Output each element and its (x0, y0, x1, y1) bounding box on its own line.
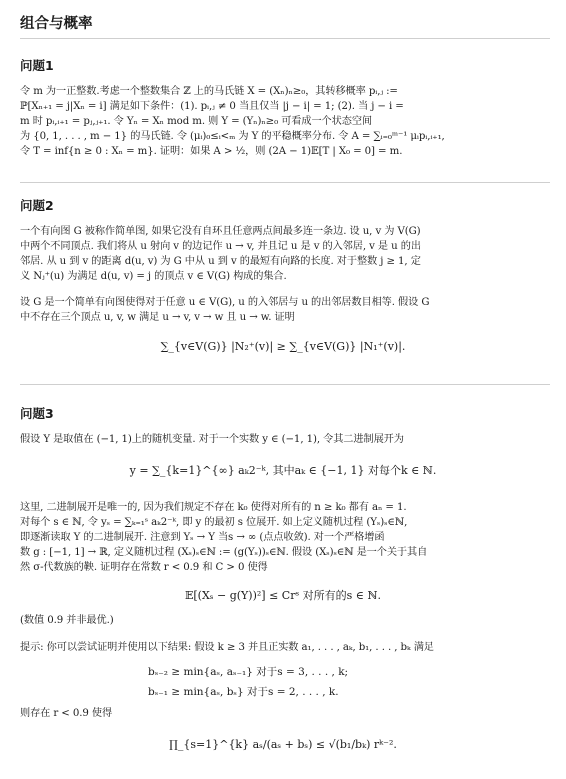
problem3-then (20, 706, 550, 721)
problem3-line-5: 数 g : [−1, 1] → ℝ, 定义随机过程 (Xₛ)ₛ∈ℕ := (g(Yₛ))ₛ∈ℕ. 假设 (Xₛ)ₛ∈ℕ 是一个关于其自 (20, 547, 428, 559)
problem3-line-1: 假设 Y 是取值在 (−1, 1)上的随机变量. 对于一个实数 y ∈ (−1, 1), 令其二进制展开为 (20, 434, 404, 445)
problem1-line-4: 为 {0, 1, . . . , m − 1} 的马氏链. 令 (μᵢ)₀≤ᵢ<ₘ 为 Y 的平稳概率分布. 令 A = ∑ᵢ₌₀ᵐ⁻¹ μᵢpᵢ,ᵢ₊₁, (20, 131, 445, 143)
problem2-line-5: 设 G 是一个简单有向图使得对于任意 u ∈ V(G), u 的入邻居与 u 的出邻居数目相等. 假设 G (20, 297, 430, 308)
problem1-line-3: m 时 pᵢ,ᵢ₊₁ = pⱼ,ⱼ₊₁. 令 Yₙ = Xₙ mod m. 则 Y = (Yₙ)ₙ≥₀ 可看成一个状态空间 (20, 116, 372, 128)
problem3-hint-text: 提示: 你可以尝试证明并使用以下结果: 假设 k ≥ 3 并且正实数 a₁, . . . , aₖ, b₁, . . . , bₖ 满足 (20, 642, 434, 653)
problem2-line-1: 一个有向图 G 被称作简单图, 如果它没有自环且任意两点间最多连一条边. 设 u, v 为 V(G) (20, 226, 421, 237)
problem3-hint (20, 640, 550, 655)
problem3-body-a (20, 432, 550, 447)
problem1-heading: 问题1 (20, 58, 54, 73)
problem3-equation-1: y = ∑_{k=1}^{∞} aₖ2⁻ᵏ, 其中aₖ ∈ {−1, 1} 对每个k ∈ ℕ. (129, 464, 437, 477)
problem2-equation: ∑_{v∈V(G)} |N₂⁺(v)| ≥ ∑_{v∈V(G)} |N₁⁺(v)|. (160, 340, 406, 353)
problem3-equation-3: ∏_{s=1}^{k} aₛ/(aₛ + bₛ) ≤ √(b₁/bₖ) rᵏ⁻². (169, 738, 397, 751)
problem1-line-1: 令 m 为一正整数.考虑一个整数集合 ℤ 上的马氏链 X = (Xₙ)ₙ≥₀，其转移概率 pᵢ,ⱼ := (20, 86, 398, 97)
problem2-line-2: 中两个不同顶点. 我们将从 u 射向 v 的边记作 u → v, 并且记 u 是 v 的入邻居, v 是 u 的出 (20, 241, 421, 253)
problem1-divider (20, 182, 550, 183)
problem3-line-6: 然 σ-代数族的鞅. 证明存在常数 r < 0.9 和 C > 0 使得 (20, 562, 268, 574)
problem2-body-a (20, 224, 550, 284)
problem3-condition-2: bₛ₋₁ ≥ min{aₛ, bₛ} 对于s = 2, . . . , k. (148, 686, 339, 698)
problem2-line-4: 义 Nⱼ⁺(u) 为满足 d(u, v) = j 的顶点 v ∈ V(G) 构成的集合. (20, 271, 287, 283)
problem3-note (20, 613, 550, 628)
problem3-then-text: 则存在 r < 0.9 使得 (20, 708, 113, 719)
problem3-line-4: 即逐渐读取 Y 的二进制展开. 注意到 Yₛ → Y 当s → ∞ (点点收敛). 对一个严格增函 (20, 532, 385, 544)
problem3-line-3: 对每个 s ∈ ℕ, 令 yₛ = ∑ₖ₌₁ˢ aₖ2⁻ᵏ, 即 y 的最初 s 位展开. 如上定义随机过程 (Yₛ)ₛ∈ℕ, (20, 517, 408, 529)
page-title: 组合与概率 (20, 16, 93, 32)
problem3-note-text: (数值 0.9 并非最优.) (20, 615, 114, 626)
problem2-line-3: 邻居. 从 u 到 v 的距离 d(u, v) 为 G 中从 u 到 v 的最短有向路的长度. 对于整数 j ≥ 1, 定 (20, 256, 421, 268)
problem2-line-6: 中不存在三个顶点 u, v, w 满足 u → v, v → w 且 u → w. 证明 (20, 312, 295, 324)
problem1-body (20, 84, 550, 159)
title-divider (20, 38, 550, 39)
problem2-divider (20, 384, 550, 385)
problem3-line-2: 这里, 二进制展开是唯一的, 因为我们规定不存在 k₀ 使得对所有的 n ≥ k₀ 都有 aₙ = 1. (20, 502, 407, 513)
problem3-equation-2: 𝔼[(Xₛ − g(Y))²] ≤ Crˢ 对所有的s ∈ ℕ. (184, 589, 381, 602)
problem3-condition-1: bₛ₋₂ ≥ min{aₛ, aₛ₋₁} 对于s = 3, . . . , k; (148, 666, 349, 678)
problem3-body-b (20, 500, 550, 575)
problem1-line-5: 令 T = inf{n ≥ 0 : Xₙ = m}. 证明：如果 A > ½，则 (2A − 1)𝔼[T | X₀ = 0] = m. (20, 146, 403, 158)
problem2-body-b (20, 295, 550, 325)
problem2-heading: 问题2 (20, 198, 54, 213)
problem1-line-2: ℙ[Xₙ₊₁ = j|Xₙ = i] 满足如下条件：(1). pᵢ,ⱼ ≠ 0 当且仅当 |j − i| = 1; (2). 当 j − i = (20, 101, 404, 113)
problem3-heading: 问题3 (20, 406, 54, 421)
